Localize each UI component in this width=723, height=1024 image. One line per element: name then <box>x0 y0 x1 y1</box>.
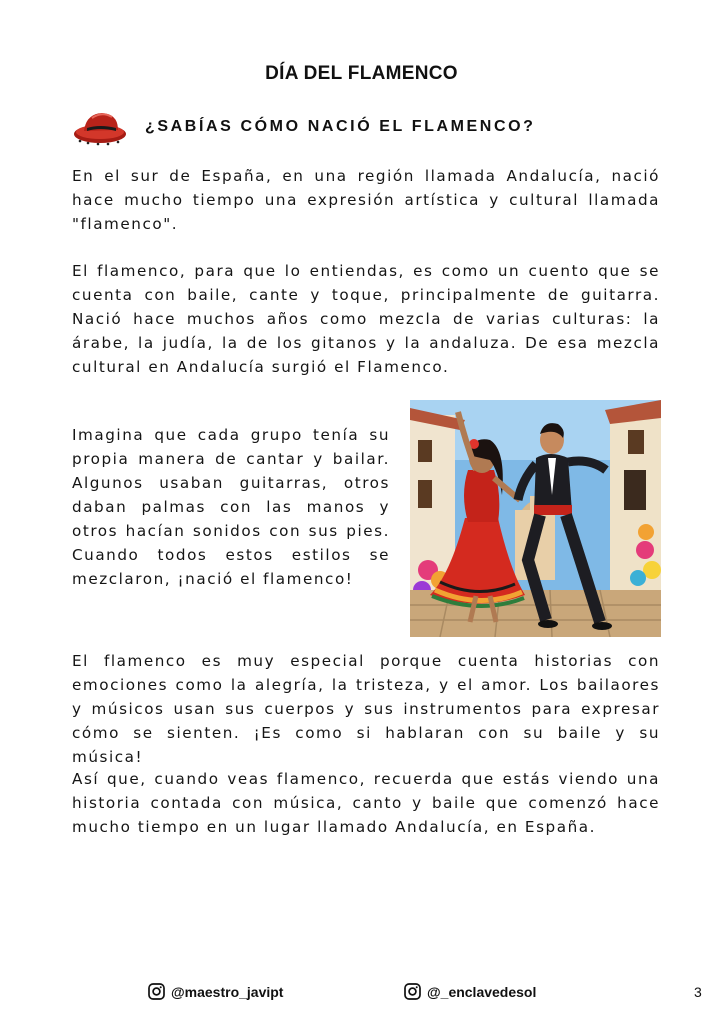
section-heading: ¿SABÍAS CÓMO NACIÓ EL FLAMENCO? <box>145 118 536 135</box>
footer-handle-enclavedesol <box>404 983 536 1000</box>
paragraph-emotions: El flamenco es muy especial porque cuenta historias con emociones como la alegría, la tristeza, y el amor. Los bailaores y músicos usan sus cuerpos y sus instrumentos para expresar cómo se sienten. ¡Es como si hablaran con su baile y su música! <box>72 652 660 766</box>
paragraph-intro: En el sur de España, en una región llamada Andalucía, nació hace mucho tiempo una expresión artística y cultural llamada "flamenco". <box>72 167 660 233</box>
instagram-icon <box>404 983 421 1000</box>
instagram-handle-1: @maestro_javipt <box>171 983 284 1000</box>
footer-handle-maestro <box>148 983 283 1000</box>
instagram-icon <box>148 983 165 1000</box>
instagram-handle-2: @_enclavedesol <box>427 983 537 1000</box>
page-title: DÍA DEL FLAMENCO <box>265 63 458 84</box>
paragraph-groups: Imagina que cada grupo tenía su propia manera de cantar y bailar. Algunos usaban guitarras, otros daban palmas con las manos y otros hacían sonidos con sus pies. Cuando todos estos estilos se mezclaron, ¡nació el flamenco! <box>72 426 390 588</box>
paragraph-definition: El flamenco, para que lo entiendas, es como un cuento que se cuenta con baile, cante y toque, principalmente de guitarra. Nació hace muchos años como mezcla de varias culturas: la árabe, la judía, la de los gitanos y la andaluza. De esa mezcla cultural en Andalucía surgió el Flamenco. <box>72 262 660 376</box>
flamenco-hat-icon <box>72 104 130 146</box>
page-number: 3 <box>694 984 702 1000</box>
footer <box>0 983 723 1005</box>
paragraph-conclusion: Así que, cuando veas flamenco, recuerda que estás viendo una historia contada con música, canto y baile que comenzó hace mucho tiempo en un lugar llamado Andalucía, en España. <box>72 770 660 836</box>
flamenco-dancers-illustration <box>410 400 661 637</box>
